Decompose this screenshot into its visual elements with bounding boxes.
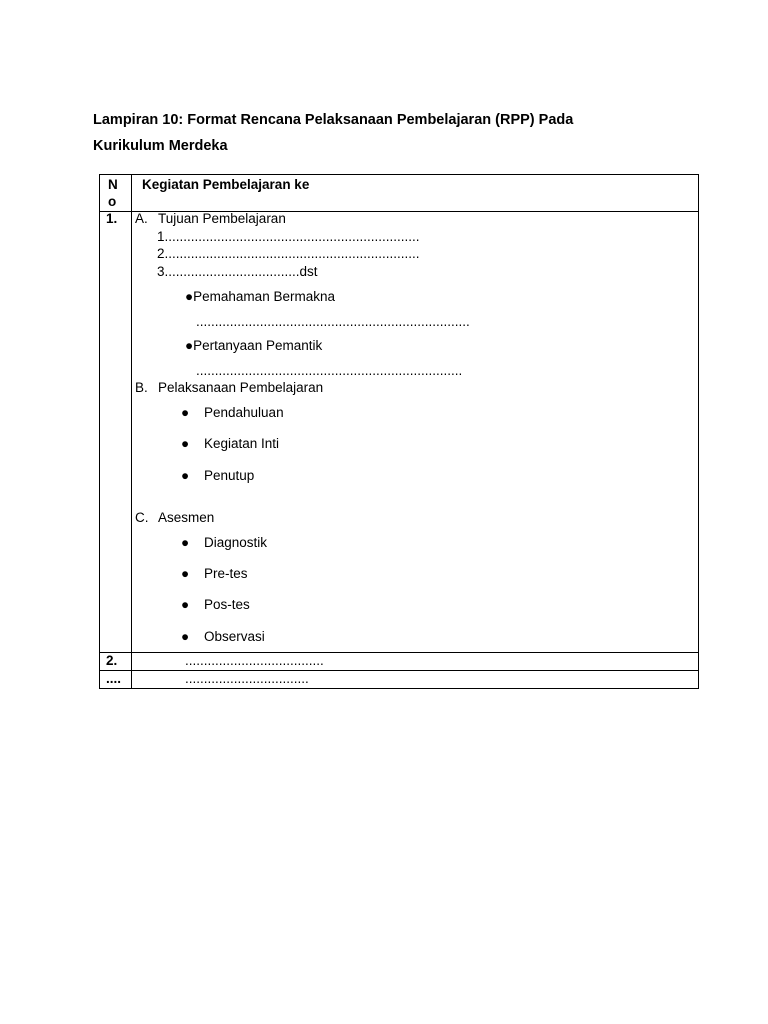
row-3-dots: ................................. [185, 671, 309, 686]
assessment-item-pre-tes: Pre-tes [204, 566, 248, 581]
pertanyaan-pemantik-label: ●Pertanyaan Pemantik [185, 338, 323, 353]
row-1-number: 1. [106, 211, 118, 226]
header-no-1: N [108, 177, 118, 192]
bullet-icon: ● [181, 535, 190, 550]
section-b-letter: B. [135, 380, 148, 395]
row-2-number: 2. [106, 653, 118, 668]
section-c-title: Asesmen [158, 510, 215, 525]
column-divider [131, 175, 132, 688]
rpp-table [99, 174, 699, 689]
pemahaman-bermakna-dots: ......................................................................... [196, 314, 470, 329]
assessment-item-observasi: Observasi [204, 629, 265, 644]
bullet-icon: ● [181, 405, 190, 420]
objective-item-1: 1.................................................................... [157, 229, 420, 244]
activity-item-pendahuluan: Pendahuluan [204, 405, 284, 420]
section-a-letter: A. [135, 211, 148, 226]
bullet-icon: ● [181, 436, 190, 451]
section-b-title: Pelaksanaan Pembelajaran [158, 380, 324, 395]
section-c-letter: C. [135, 510, 149, 525]
activity-item-penutup: Penutup [204, 468, 255, 483]
document-title [93, 107, 693, 159]
objective-item-3: 3....................................dst [157, 264, 318, 279]
bullet-icon: ● [181, 597, 190, 612]
row-2-dots: ..................................... [185, 653, 324, 668]
pemahaman-bermakna-label: ●Pemahaman Bermakna [185, 289, 335, 304]
header-no-2: o [108, 194, 117, 209]
bullet-icon: ● [181, 566, 190, 581]
header-activity: Kegiatan Pembelajaran ke [142, 177, 310, 192]
bullet-icon: ● [181, 468, 190, 483]
pertanyaan-pemantik-dots: ....................................................................... [196, 363, 463, 378]
assessment-item-diagnostik: Diagnostik [204, 535, 268, 550]
bullet-icon: ● [181, 629, 190, 644]
activity-item-kegiatan-inti: Kegiatan Inti [204, 436, 280, 451]
title-line-2: Kurikulum Merdeka [93, 138, 228, 154]
section-a-title: Tujuan Pembelajaran [158, 211, 286, 226]
objective-item-2: 2.................................................................... [157, 246, 420, 261]
title-line-1: Lampiran 10: Format Rencana Pelaksanaan Pembelajaran (RPP) Pada [93, 112, 574, 128]
assessment-item-pos-tes: Pos-tes [204, 597, 250, 612]
row-3-number: .... [106, 671, 122, 686]
